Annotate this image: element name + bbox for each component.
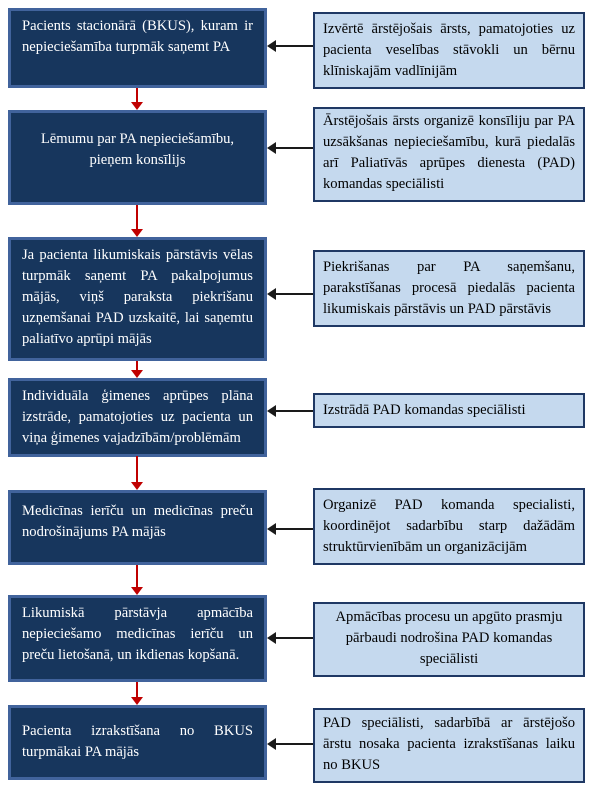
left-arrow-icon [267, 632, 313, 644]
down-arrow-line [136, 565, 138, 589]
flow-note-6: Apmācības procesu un apgūto prasmju pārbaudi nodrošina PAD komandas speciālisti [313, 602, 585, 677]
left-arrow-line [275, 410, 313, 412]
down-arrow-line [136, 456, 138, 484]
left-arrow-icon [267, 142, 313, 154]
left-arrow-line [275, 743, 313, 745]
flow-step-5: Medicīnas ierīču un medicīnas preču nodrošinājums PA mājās [8, 490, 267, 565]
flow-step-1: Pacients stacionārā (BKUS), kuram ir nepieciešamība turpmāk saņemt PA [8, 8, 267, 88]
flow-note-1: Izvērtē ārstējošais ārsts, pamatojoties uz pacienta veselības stāvokli un bērnu klīniskajām vadlīnijām [313, 12, 585, 89]
flow-note-7: PAD speciālisti, sadarbībā ar ārstējošo ārstu nosaka pacienta izrakstīšanas laiku no BKUS [313, 708, 585, 783]
down-arrow-icon [131, 456, 143, 490]
left-arrow-head [267, 632, 276, 644]
down-arrow-head [131, 102, 143, 110]
left-arrow-icon [267, 40, 313, 52]
left-arrow-line [275, 293, 313, 295]
flow-step-7: Pacienta izrakstīšana no BKUS turpmākai PA mājās [8, 705, 267, 780]
left-arrow-head [267, 142, 276, 154]
flow-note-2: Ārstējošais ārsts organizē konsīliju par PA uzsākšanas nepieciešamību, kurā piedalās arī Paliatīvās aprūpes dienesta (PAD) komandas speciālisti [313, 107, 585, 202]
flow-step-2: Lēmumu par PA nepieciešamību, pieņem konsīlijs [8, 110, 267, 205]
left-arrow-line [275, 528, 313, 530]
left-arrow-icon [267, 523, 313, 535]
flow-note-3: Piekrišanas par PA saņemšanu, parakstīšanas procesā piedalās pacienta likumiskais pārstāvis un PAD pārstāvis [313, 250, 585, 327]
left-arrow-head [267, 40, 276, 52]
left-arrow-line [275, 45, 313, 47]
down-arrow-head [131, 482, 143, 490]
flow-step-3: Ja pacienta likumiskais pārstāvis vēlas turpmāk saņemt PA pakalpojumus mājās, viņš paraksta piekrišanu uzņemšanai PAD uzskaitē, lai saņemtu paliatīvo aprūpi mājās [8, 237, 267, 361]
down-arrow-head [131, 587, 143, 595]
left-arrow-head [267, 738, 276, 750]
flow-step-6: Likumiskā pārstāvja apmācība nepieciešamo medicīnas ierīču un preču lietošanā, un ikdienas kopšanā. [8, 595, 267, 682]
down-arrow-icon [131, 205, 143, 237]
left-arrow-line [275, 147, 313, 149]
left-arrow-icon [267, 288, 313, 300]
flow-note-4: Izstrādā PAD komandas speciālisti [313, 393, 585, 428]
flow-step-4: Individuāla ģimenes aprūpes plāna izstrāde, pamatojoties uz pacienta un viņa ģimenes vajadzībām/problēmām [8, 378, 267, 457]
left-arrow-head [267, 523, 276, 535]
down-arrow-line [136, 205, 138, 231]
down-arrow-head [131, 370, 143, 378]
flow-note-5: Organizē PAD komanda specialisti, koordinējot sadarbību starp dažādām struktūrvienībām un organizācijām [313, 488, 585, 565]
down-arrow-head [131, 697, 143, 705]
down-arrow-head [131, 229, 143, 237]
left-arrow-icon [267, 405, 313, 417]
left-arrow-head [267, 288, 276, 300]
left-arrow-icon [267, 738, 313, 750]
down-arrow-icon [131, 682, 143, 705]
down-arrow-icon [131, 88, 143, 110]
down-arrow-icon [131, 565, 143, 595]
down-arrow-icon [131, 361, 143, 378]
left-arrow-head [267, 405, 276, 417]
left-arrow-line [275, 637, 313, 639]
